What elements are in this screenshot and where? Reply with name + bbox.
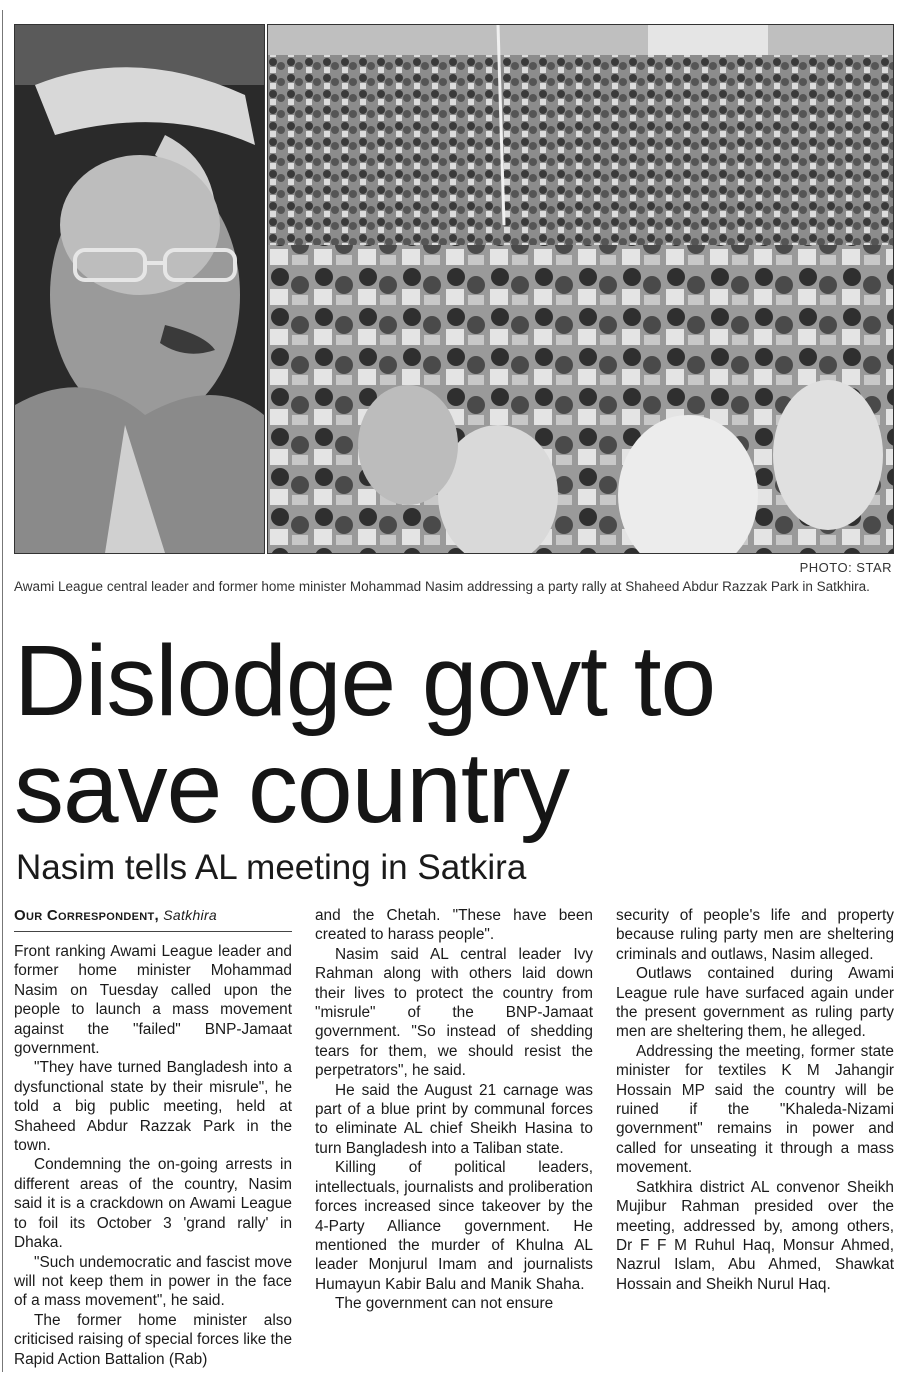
- photo-caption: Awami League central leader and former home minister Mohammad Nasim addressing a party rally at Shaheed Abdur Razzak Park in Satkhira.: [14, 579, 870, 594]
- speaker-photo: [14, 24, 265, 554]
- byline-name: Our Correspondent,: [14, 907, 160, 924]
- paragraph: Condemning the on-going arrests in different areas of the country, Nasim said it is a crackdown on Awami League to foil its October 3 'grand rally' in Dhaka.: [14, 1156, 292, 1252]
- paragraph: Front ranking Awami League leader and former home minister Mohammad Nasim on Tuesday called upon the people to launch a mass movement against the "failed" BNP-Jamaat government.: [14, 943, 292, 1058]
- photo-credit: PHOTO: STAR: [799, 560, 892, 575]
- paragraph: and the Chetah. "These have been created to harass people".: [315, 907, 593, 944]
- paragraph: Killing of political leaders, intellectuals, journalists and proliberation forces increased since takeover by the 4-Party Alliance government. He mentioned the murder of Khulna AL leader Monjurul Imam and journalists Humayun Kabir Balu and Manik Shaha.: [315, 1159, 593, 1293]
- paragraph: He said the August 21 carnage was part of a blue print by communal forces to eliminate AL chief Sheikh Hasina to turn Bangladesh into a Taliban state.: [315, 1081, 593, 1157]
- rally-crowd-illustration: [268, 25, 893, 553]
- article-column-3: [616, 906, 894, 1294]
- paragraph: "They have turned Bangladesh into a dysfunctional state by their misrule", he told a big public meeting, held at Shaheed Abdur Razzak Park in the town.: [14, 1059, 292, 1155]
- headline: [14, 625, 894, 844]
- subheadline: Nasim tells AL meeting in Satkira: [16, 848, 527, 887]
- paragraph: Satkhira district AL convenor Sheikh Mujibur Rahman presided over the meeting, addressed by, among others, Dr F F M Ruhul Haq, Monsur Ahmed, Nazrul Islam, Abu Ahmed, Shawkat Hossain and Sheikh Nurul Haq.: [616, 1178, 894, 1293]
- article-column-2: [315, 906, 593, 1314]
- speaker-photo-illustration: [15, 25, 264, 553]
- paragraph: "Such undemocratic and fascist move will not keep them in power in the face of a mass movement", he said.: [14, 1253, 292, 1310]
- byline: [14, 906, 292, 932]
- headline-line-2: save country: [14, 732, 569, 844]
- paragraph: Outlaws contained during Awami League rule have surfaced again under the present government as ruling party men are sheltering them, he alleged.: [616, 965, 894, 1041]
- headline-line-1: Dislodge govt to: [14, 625, 716, 737]
- byline-location: Satkhira: [163, 907, 217, 923]
- paragraph: security of people's life and property because ruling party men are sheltering criminals and outlaws, Nasim alleged.: [616, 907, 894, 963]
- paragraph: Nasim said AL central leader Ivy Rahman along with others laid down their lives to protect the country from "misrule" of the BNP-Jamaat government. "So instead of shedding tears for them, we should resist the perpetrators", he said.: [315, 945, 593, 1080]
- paragraph: The former home minister also criticised raising of special forces like the Rapid Action Battalion (Rab): [14, 1311, 293, 1368]
- article-column-1: [14, 906, 292, 1369]
- paragraph: The government can not ensure: [335, 1295, 554, 1313]
- paragraph: Addressing the meeting, former state minister for textiles K M Jahangir Hossain MP said the country will be ruined if the "Khaleda-Nizami government" remains in power and called for unseating it through a mass movement.: [616, 1042, 894, 1177]
- page-left-rule: [2, 10, 3, 1372]
- rally-crowd-photo: [267, 24, 894, 554]
